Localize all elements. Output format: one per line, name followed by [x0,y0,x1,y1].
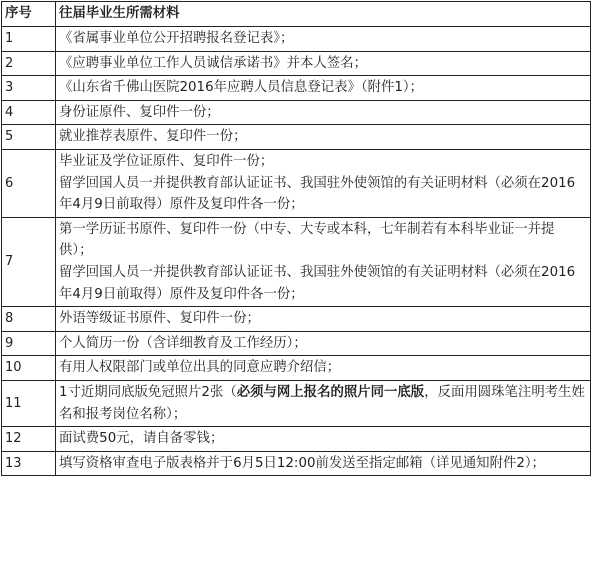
material-text: 个人简历一份（含详细教育及工作经历）； [59,335,307,351]
photo-requirement-text: 1寸近期同底版免冠照片2张（ [59,384,237,400]
row-number: 5 [2,125,56,150]
table-row [2,100,591,125]
row-number: 1 [2,27,56,52]
photo-requirement-note: ，反面用圆珠笔注明考生姓名和报考岗位名称）； [59,384,585,422]
row-number: 10 [2,356,56,381]
table-row [2,307,591,332]
row-material [56,217,591,306]
material-text: 《应聘事业单位工作人员诚信承诺书》并本人签名； [59,55,367,71]
row-number: 6 [2,149,56,217]
material-text: 留学回国人员一并提供教育部认证证书、我国驻外使领馆的有关证明材料（必须在2016年4月9日前取得）原件及复印件各一份； [59,264,576,302]
row-material [56,76,591,101]
row-number: 3 [2,76,56,101]
table-row [2,76,591,101]
material-text: 《省属事业单位公开招聘报名登记表》； [59,31,294,46]
table-row [2,125,591,150]
row-material [56,427,591,452]
row-material [56,27,591,52]
row-number: 9 [2,331,56,356]
material-text: 面试费50元，请自备零钱； [59,431,224,447]
table-row [2,51,591,76]
row-number: 8 [2,307,56,332]
row-material [56,331,591,356]
table-row [2,427,591,452]
material-text: 填写资格审查电子版表格并于6月5日12:00前发送至指定邮箱（详见通知附件2）； [59,455,545,471]
table-row [2,149,591,217]
row-number: 2 [2,51,56,76]
column-header-materials: 往届毕业生所需材料 [56,2,591,27]
row-number: 4 [2,100,56,125]
row-number: 12 [2,427,56,452]
photo-requirement-emphasis: 必须与网上报名的照片同一底版 [236,384,425,400]
material-text: 毕业证及学位证原件、复印件一份； [59,153,274,169]
row-material [56,451,591,476]
material-text: 外语等级证书原件、复印件一份； [59,311,260,327]
material-text: 身份证原件、复印件一份； [59,104,220,120]
row-number: 11 [2,380,56,426]
table-row [2,217,591,306]
row-material [56,100,591,125]
row-material [56,356,591,381]
row-material [56,125,591,150]
material-text: 有用人权限部门或单位出具的同意应聘介绍信； [59,360,341,376]
row-number: 13 [2,451,56,476]
row-material [56,51,591,76]
table-row [2,27,591,52]
table-header-row [2,2,591,27]
material-text: 第一学历证书原件、复印件一份（中专、大专或本科，七年制若有本科毕业证一并提供）； [59,221,555,259]
table-row [2,380,591,426]
row-material [56,380,591,426]
row-material [56,149,591,217]
table-row [2,451,591,476]
column-header-number: 序号 [2,2,56,27]
material-text: 留学回国人员一并提供教育部认证证书、我国驻外使领馆的有关证明材料（必须在2016年4月9日前取得）原件及复印件各一份； [59,175,576,213]
requirements-table [1,1,591,476]
row-material [56,307,591,332]
material-text: 《山东省千佛山医院2016年应聘人员信息登记表》（附件1）； [59,80,423,96]
row-number: 7 [2,217,56,306]
material-text: 就业推荐表原件、复印件一份； [59,129,247,145]
table-row [2,331,591,356]
table-row [2,356,591,381]
